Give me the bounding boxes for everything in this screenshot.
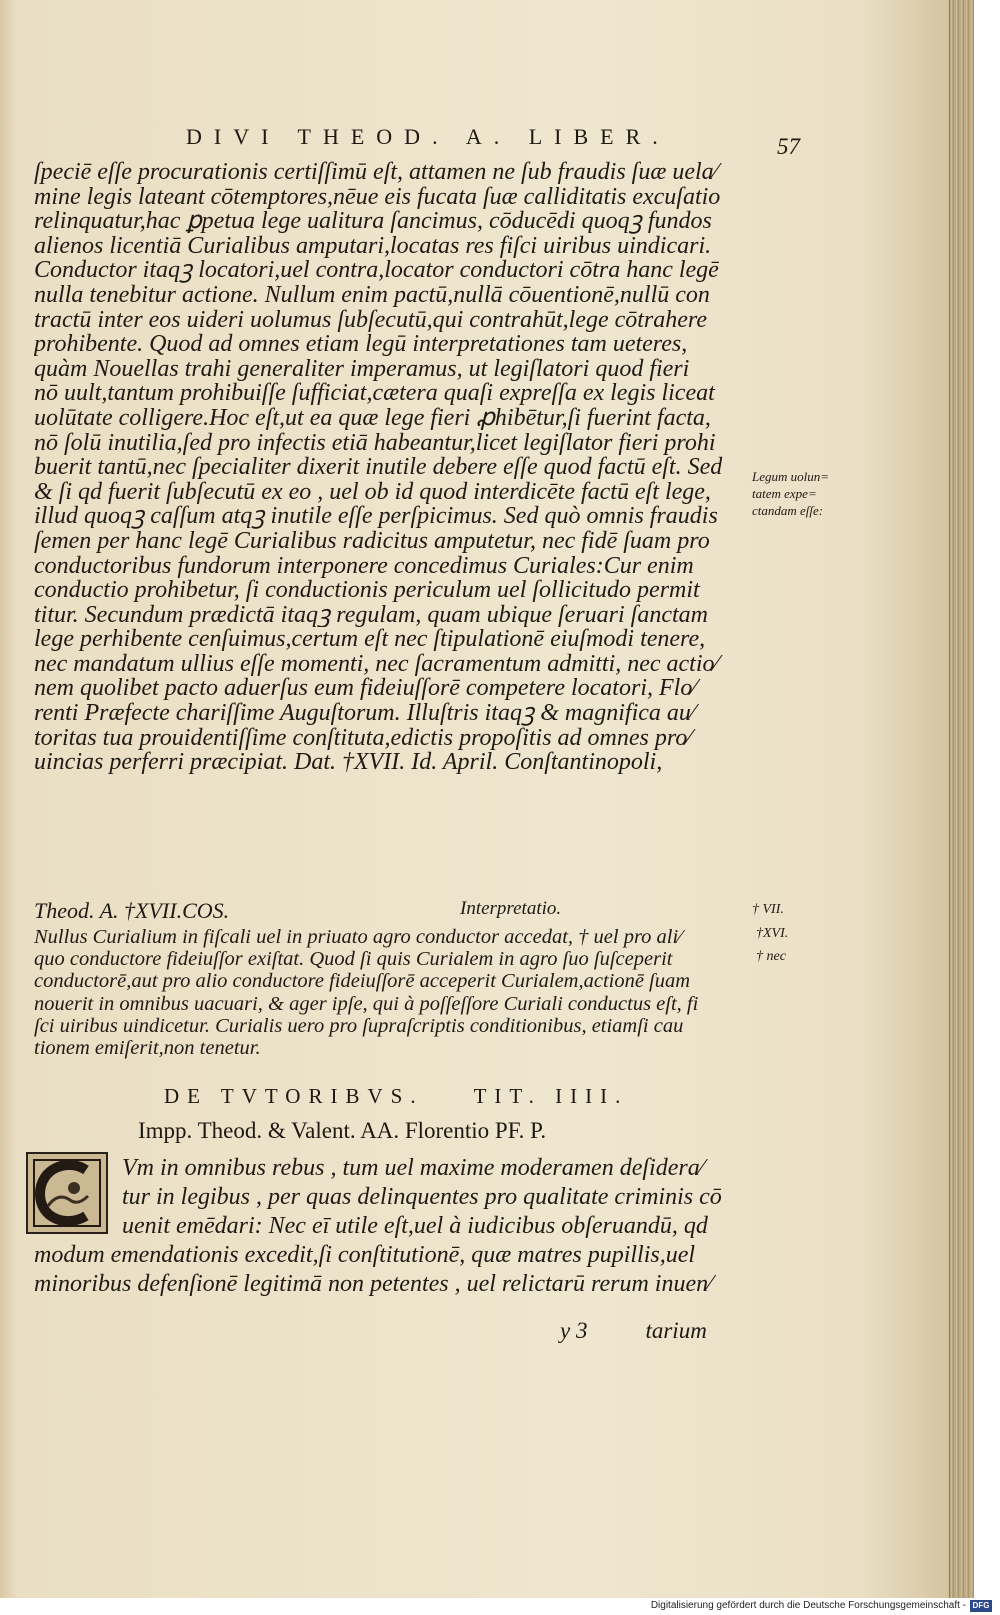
- text-line: nouerit in omnibus uacuari, & ager ipſe, qui à poſſeſſore Curiali conductus eſt, fi: [34, 992, 699, 1015]
- text-line: prohibente. Quod ad omnes etiam legū interpretationes tam ueteres,: [34, 332, 688, 357]
- digitization-credit: Digitalisierung gefördert durch die Deutsche Forschungsgemeinschaft -: [650, 1600, 966, 1611]
- text-line: uincias perferri præcipiat. Dat. †XVII. Id. April. Conſtantinopoli,: [34, 750, 663, 775]
- text-line: nulla tenebitur actione. Nullum enim pactū,nullā cōuentionē,nullū con: [34, 282, 710, 308]
- text-line: ſpeciē eſſe procurationis certiſſimū eſt, attamen ne ſub fraudis ſuæ uela⁄: [34, 160, 718, 185]
- signature-mark: y 3: [560, 1318, 588, 1343]
- interpretatio-text: [34, 926, 744, 1059]
- text-line: nem quolibet pacto aduerſus eum fideiuſſorē competere locatori, Flo⁄: [34, 676, 697, 702]
- text-line: tionem emiſerit,non tenetur.: [34, 1036, 261, 1059]
- marginal-note-line: tatem expe=: [752, 486, 817, 501]
- consul-date: Theod. A. †XVII.COS.: [34, 898, 230, 923]
- text-line: alienos licentiā Curialibus amputari,locatas res fiſci uiribus uindicari.: [34, 233, 712, 259]
- marginal-variant-nec: † nec: [756, 949, 786, 964]
- text-line: Nullus Curialium in fiſcali uel in priuato agro conductor accedat, † uel pro ali⁄: [34, 926, 682, 948]
- text-line: ſemen per hanc legē Curialibus radicitus amputetur, nec fidē ſuam pro: [34, 528, 710, 554]
- marginal-note-line: ctandam eſſe:: [752, 503, 824, 518]
- page-number: 57: [777, 134, 800, 159]
- text-line: modum emendationis excedit,ſi conſtitutionē, quæ matres pupillis,uel: [34, 1242, 696, 1268]
- tutoribus-text-indented: [122, 1154, 742, 1241]
- address-line: Impp. Theod. & Valent. AA. Florentio PF. P.: [138, 1118, 547, 1143]
- text-line: ſci uiribus uindicetur. Curialis uero pro ſupraſcriptis conditionibus, etiamſi cau: [34, 1014, 684, 1037]
- text-line: renti Præfecte chariſſime Auguſtorum. Illuſtris itaqꝫ & magnifica au⁄: [34, 701, 695, 726]
- text-line: Conductor itaqꝫ locatori,uel contra,locator conductori cōtra hanc legē: [34, 258, 719, 283]
- text-line: nō uult,tantum prohibuiſſe ſufficiat,cætera quaſi expreſſa ex legis liceat: [34, 381, 715, 406]
- text-line: uenit emēdari: Nec eī utile eſt,uel à iudicibus obſeruandū, qd: [122, 1213, 708, 1239]
- section-title: [164, 1084, 664, 1109]
- text-line: titur. Secundum prædictā itaqꝫ regulam, quam ubique ſeruari ſanctam: [34, 602, 708, 628]
- text-line: lege perhibente cenſuimus,certum eſt nec ſtipulationē eiuſmodi tenere,: [34, 627, 706, 652]
- section-title-text: DE TVTORIBVS.: [164, 1084, 424, 1108]
- text-line: tur in legibus , per quas delinquentes pro qualitate criminis cō: [122, 1184, 722, 1210]
- text-line: toritas tua prouidentiſſime conſtituta,edictis propoſitis ad omnes pro⁄: [34, 725, 692, 751]
- main-text-block: [34, 160, 744, 775]
- text-line: conductio prohibetur, ſi conductionis periculum uel ſollicitudo permit: [34, 578, 700, 603]
- text-line: & ſi qd fuerit ſubſecutū ex eo , uel ob id quod interdicēte factū eſt lege,: [34, 479, 711, 505]
- marginal-note: [752, 468, 829, 519]
- text-line: conductoribus fundorum interponere concedimus Curiales:Cur enim: [34, 553, 694, 579]
- catchword-line: [560, 1318, 707, 1344]
- interpretatio-heading-line: [34, 898, 754, 924]
- marginal-note-line: Legum uolun=: [752, 469, 830, 484]
- text-line: uolūtate colligere.Hoc eſt,ut ea quæ lege fieri ꝓhibētur,ſi fuerint facta,: [34, 405, 711, 431]
- marginal-variant-vii: † VII.: [752, 902, 784, 917]
- text-line: quàm Nouellas trahi generaliter imperamus, ut legiſlatori quod fieri: [34, 356, 690, 382]
- tutoribus-text: [34, 1241, 744, 1299]
- marginal-variant-xvi: †XVI.: [756, 926, 789, 941]
- page-fore-edge: [949, 0, 974, 1598]
- text-line: relinquatur,hac ꝑpetua lege ualitura ſancimus, cōducēdi quoqꝫ fundos: [34, 209, 712, 234]
- section-number: TIT. IIII.: [473, 1084, 629, 1108]
- text-line: nō ſolū inutilia,ſed pro infectis etiā habeantur,licet legiſlator fieri prohi: [34, 430, 716, 456]
- text-line: quo conductore fideiuſſor exiſtat. Quod ſi quis Curialem in agro ſuo ſuſceperit: [34, 948, 673, 971]
- dfg-logo: DFG: [970, 1600, 992, 1612]
- text-line: mine legis lateant cōtemptores,nēue eis fucata ſuæ calliditatis excuſatio: [34, 184, 721, 210]
- decorated-initial-c: [26, 1152, 108, 1234]
- running-head: DIVI THEOD. A. LIBER.: [186, 124, 670, 149]
- text-line: conductorē,aut pro alio conductore fideiuſſorē acceperit Curialem,actionē ſuam: [34, 970, 691, 993]
- text-line: minoribus defenſionē legitimā non petentes , uel relictarū rerum inuen⁄: [34, 1271, 713, 1297]
- text-line: illud quoqꝫ caſſum atqꝫ inutile eſſe perſpicimus. Sed quò omnis fraudis: [34, 504, 718, 529]
- text-line: nec mandatum ullius eſſe momenti, nec ſacramentum admitti, nec actio⁄: [34, 651, 719, 677]
- text-line: buerit tantū,nec ſpecialiter dixerit inutile debere eſſe quod factū eſt. Sed: [34, 455, 723, 480]
- interpretatio-heading: Interpretatio.: [460, 898, 562, 919]
- text-line: Vm in omnibus rebus , tum uel maxime moderamen deſidera⁄: [122, 1155, 704, 1181]
- text-line: tractū inter eos uideri uolumus ſubſecutū,qui contrahūt,lege cōtrahere: [34, 307, 708, 333]
- catchword: tarium: [645, 1318, 707, 1343]
